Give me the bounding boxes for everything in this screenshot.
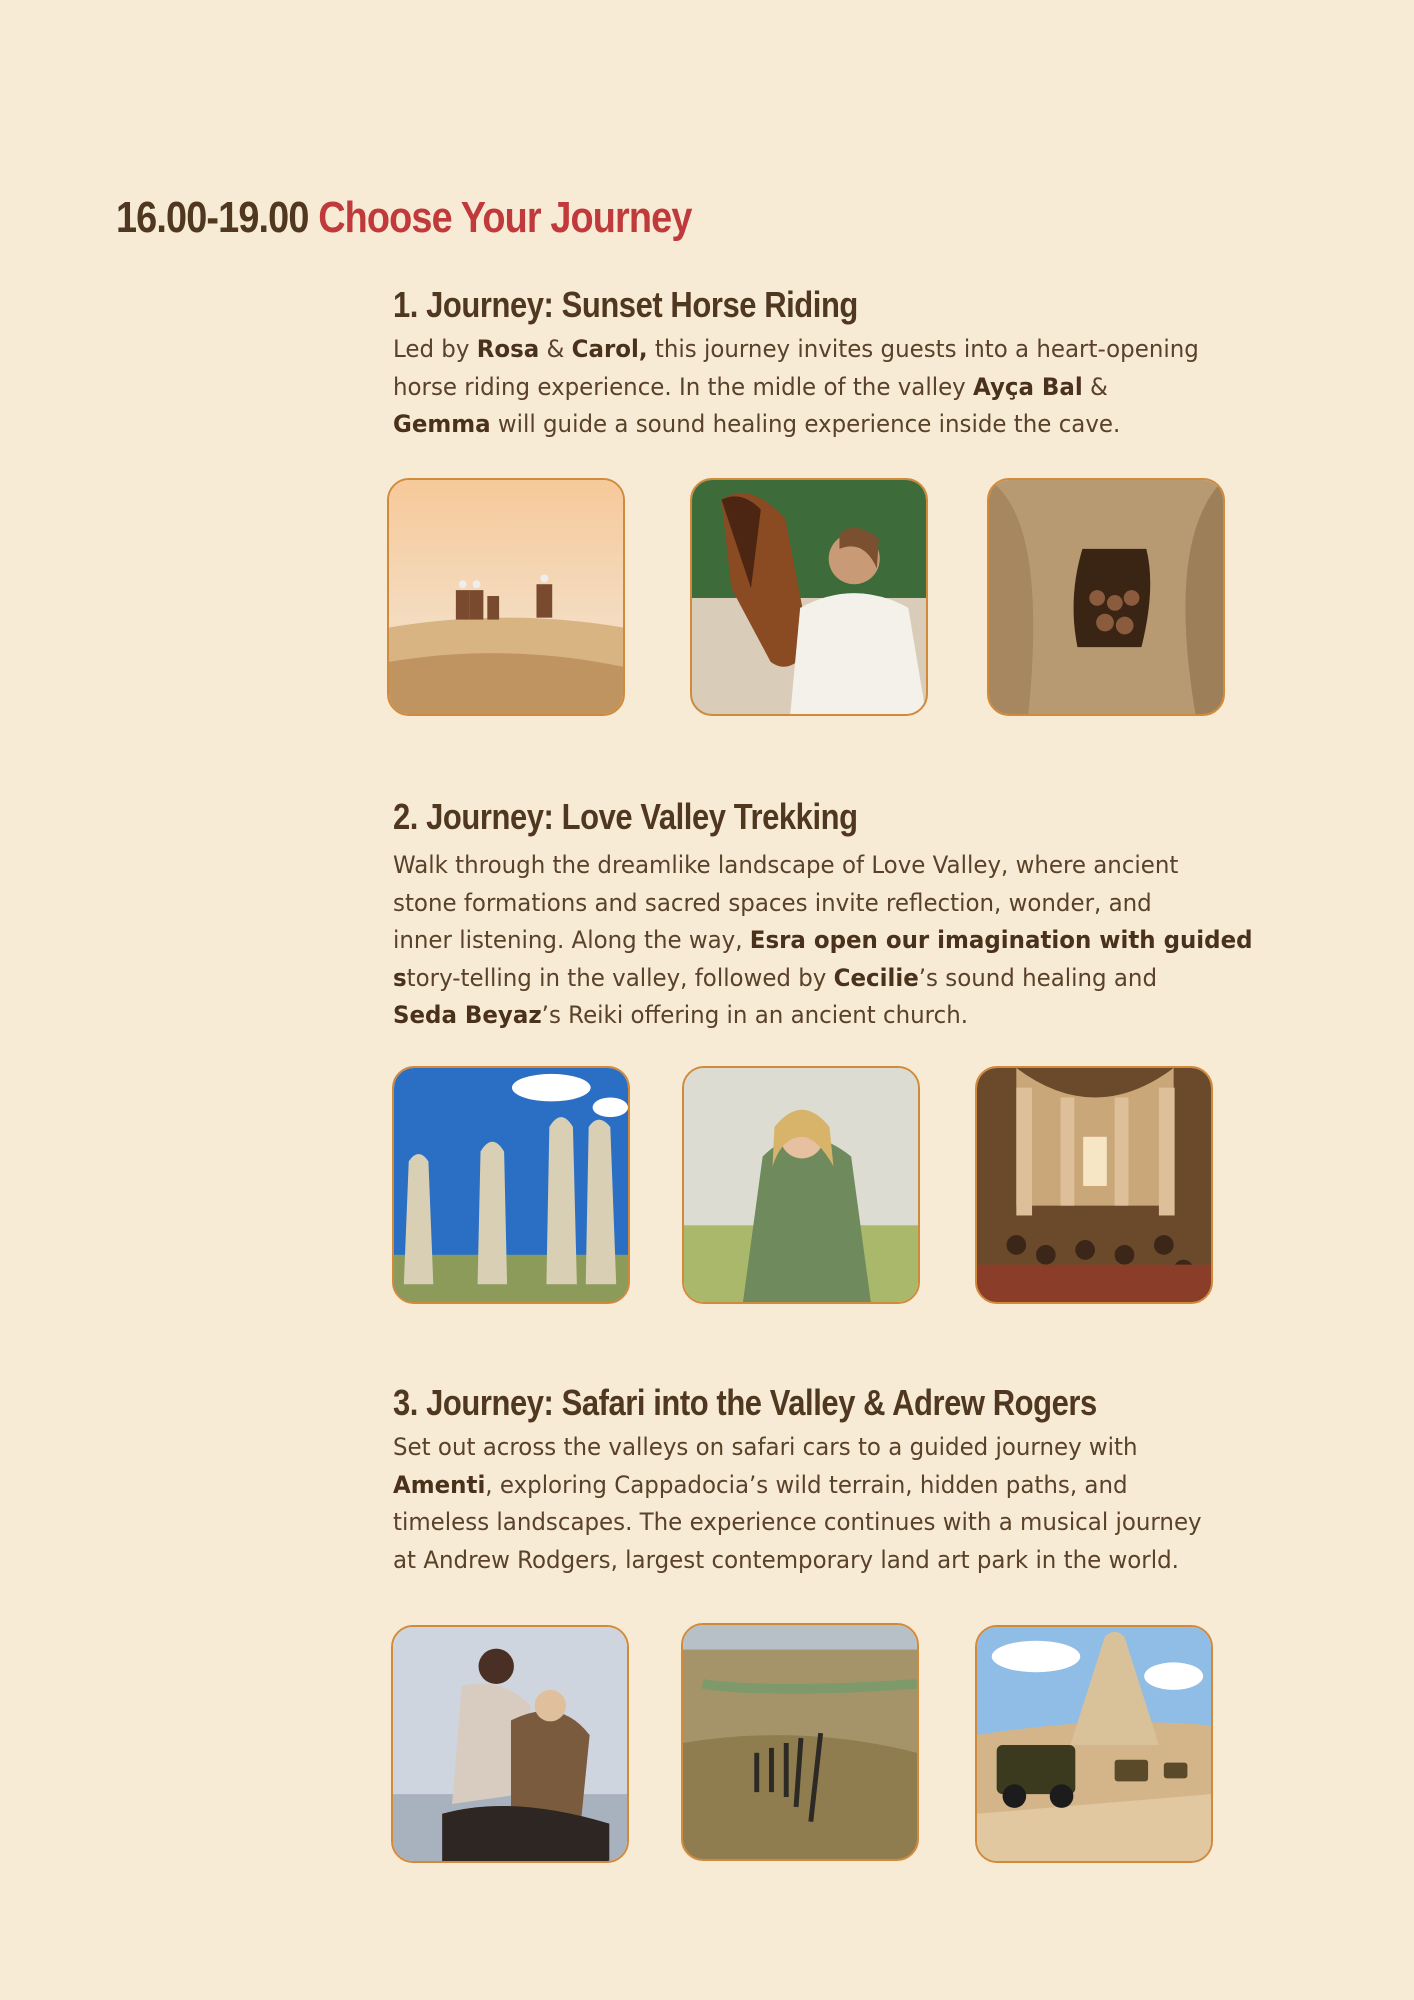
journey-1-description (393, 331, 1199, 444)
bold-text: Gemma (393, 410, 491, 438)
bold-text: Seda Beyaz (393, 1001, 542, 1029)
journey-1-photo-3 (987, 478, 1225, 716)
journey-2-photo-2 (682, 1066, 920, 1304)
session-header (116, 193, 692, 243)
description-line (393, 1542, 1202, 1580)
description-line (393, 922, 1253, 960)
text: at Andrew Rodgers, largest contemporary land art park in the world. (393, 1545, 1179, 1574)
description-line (393, 960, 1253, 998)
description-line (393, 997, 1253, 1035)
text: will guide a sound healing experience inside the cave. (490, 410, 1121, 438)
text: this journey invites guests into a heart-opening (647, 335, 1199, 363)
journey-2-photo-1 (392, 1066, 630, 1304)
text: timeless landscapes. The experience continues with a musical journey (393, 1508, 1202, 1536)
journey-1-photo-1 (387, 478, 625, 716)
journey-1-photo-2 (690, 478, 928, 716)
journey-2-photo-3 (975, 1066, 1213, 1304)
text: ’s sound healing and (918, 963, 1157, 992)
text: Led by (393, 335, 477, 363)
bold-text: Ayça Bal (973, 372, 1083, 401)
bold-text: Rosa (476, 335, 540, 363)
text: tory-telling in the valley, followed by (406, 963, 834, 992)
session-title: Choose Your Journey (318, 193, 692, 242)
bold-text: Amenti (393, 1470, 486, 1499)
journey-3-photo-1 (391, 1625, 629, 1863)
bold-text: Esra open our imagination with guided (749, 926, 1253, 954)
text: stone formations and sacred spaces invite reflection, wonder, and (393, 888, 1152, 917)
text: Set out across the valleys on safari cars to a guided journey with (393, 1433, 1138, 1461)
description-line (393, 1429, 1202, 1467)
journey-3-title: 3. Journey: Safari into the Valley & Adrew Rogers (393, 1382, 1097, 1423)
description-line (393, 1504, 1202, 1542)
bold-text: s (393, 963, 407, 992)
description-line (393, 369, 1199, 407)
text: & (1082, 372, 1108, 401)
text: & (539, 335, 572, 363)
description-line (393, 885, 1253, 923)
journey-2-description (393, 847, 1253, 1035)
text: , exploring Cappadocia’s wild terrain, hidden paths, and (485, 1470, 1128, 1499)
description-line (393, 847, 1253, 885)
session-time: 16.00-19.00 (116, 193, 309, 242)
text: Walk through the dreamlike landscape of Love Valley, where ancient (393, 851, 1179, 879)
journey-3-description (393, 1429, 1202, 1579)
text: ’s Reiki offering in an ancient church. (541, 1001, 969, 1029)
journey-3-photo-2 (681, 1623, 919, 1861)
bold-text: Cecilie (833, 963, 919, 992)
description-line (393, 331, 1199, 369)
journey-3-photo-3 (975, 1625, 1213, 1863)
text: inner listening. Along the way, (393, 926, 750, 954)
description-line (393, 406, 1199, 444)
journey-2-title: 2. Journey: Love Valley Trekking (393, 796, 858, 837)
journey-1-title: 1. Journey: Sunset Horse Riding (393, 284, 858, 325)
bold-text: Carol, (571, 335, 648, 363)
description-line (393, 1467, 1202, 1505)
text: horse riding experience. In the midle of the valley (393, 372, 974, 401)
